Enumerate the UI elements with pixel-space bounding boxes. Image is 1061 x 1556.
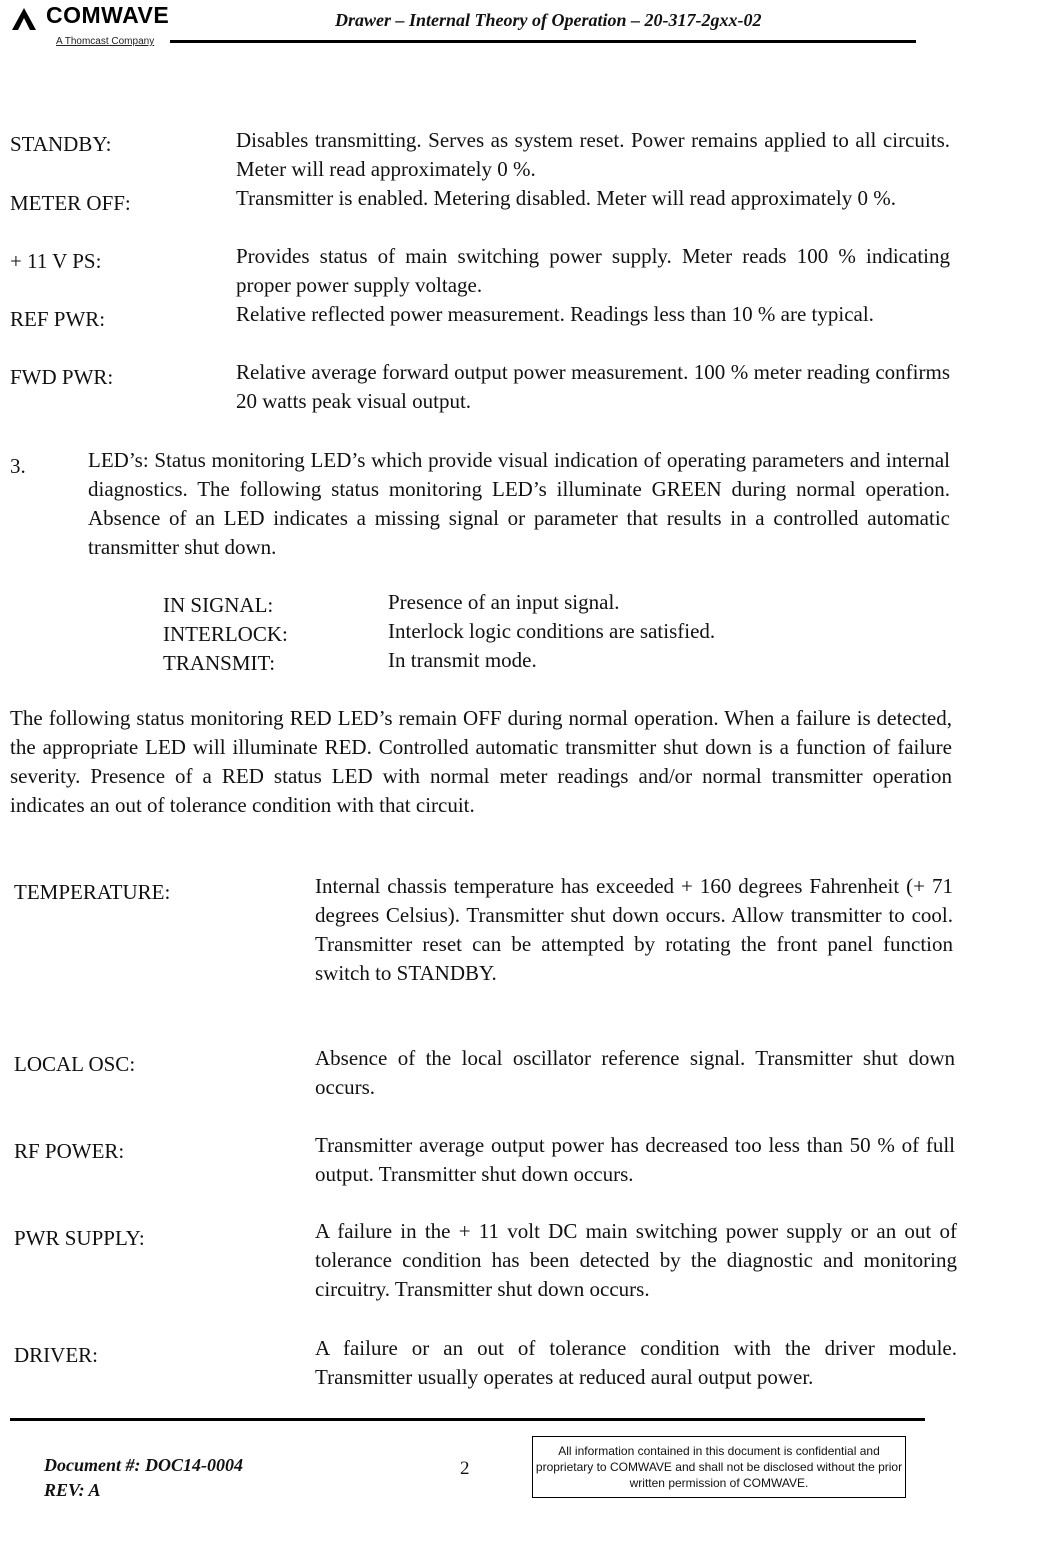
meter-desc-standby: Disables transmitting. Serves as system reset. Power remains applied to all circuits. Meter will read approximately 0 %.	[236, 128, 950, 181]
red-led-term-driver: DRIVER:	[14, 1343, 98, 1367]
green-led-term-in-signal: IN SIGNAL:	[163, 593, 274, 617]
green-led-term-interlock: INTERLOCK:	[163, 622, 288, 646]
meter-desc-ref-pwr: Relative reflected power measurement. Readings less than 10 % are typical.	[236, 302, 874, 326]
meter-term-11v-ps: + 11 V PS:	[10, 249, 102, 273]
red-led-desc-pwr-supply: A failure in the + 11 volt DC main switching power supply or an out of tolerance condition has been detected by the diagnostic and monitoring circuitry. Transmitter shut down occurs.	[315, 1219, 957, 1301]
footer-divider	[10, 1418, 925, 1421]
leds-section-text: LED’s: Status monitoring LED’s which provide visual indication of operating parameters and internal diagnostics. The following status monitoring LED’s illuminate GREEN during normal operation. Absence of an LED indicates a missing signal or parameter that results in a controlled automatic transmitter shut down.	[88, 448, 950, 559]
header-divider	[170, 40, 916, 43]
leds-section-number: 3.	[10, 454, 26, 478]
red-led-desc-driver: A failure or an out of tolerance condition with the driver module. Transmitter usually operates at reduced aural output power.	[315, 1336, 957, 1389]
red-led-term-temperature: TEMPERATURE:	[14, 880, 171, 904]
meter-desc-meter-off: Transmitter is enabled. Metering disabled. Meter will read approximately 0 %.	[236, 186, 896, 210]
red-led-term-pwr-supply: PWR SUPPLY:	[14, 1226, 145, 1250]
meter-term-standby: STANDBY:	[10, 132, 112, 156]
company-subtitle: A Thomcast Company	[56, 36, 155, 47]
green-led-desc-interlock: Interlock logic conditions are satisfied.	[388, 619, 716, 643]
meter-term-fwd-pwr: FWD PWR:	[10, 365, 114, 389]
meter-desc-11v-ps: Provides status of main switching power supply. Meter reads 100 % indicating proper power supply voltage.	[236, 244, 950, 297]
green-led-desc-transmit: In transmit mode.	[388, 648, 537, 672]
red-led-term-rf-power: RF POWER:	[14, 1139, 125, 1163]
document-revision: REV: A	[44, 1480, 101, 1500]
comwave-logo-icon	[10, 6, 38, 32]
red-led-desc-rf-power: Transmitter average output power has decreased too less than 50 % of full output. Transmitter shut down occurs.	[315, 1133, 955, 1186]
company-logo-text: COMWAVE	[46, 2, 170, 28]
document-number: Document #: DOC14-0004	[44, 1455, 243, 1475]
meter-term-meter-off: METER OFF:	[10, 191, 131, 215]
document-header-title: Drawer – Internal Theory of Operation – 20-317-2gxx-02	[335, 10, 762, 30]
green-led-desc-in-signal: Presence of an input signal.	[388, 590, 620, 614]
red-led-desc-temperature: Internal chassis temperature has exceeded + 160 degrees Fahrenheit (+ 71 degrees Celsius). Transmitter shut down occurs. Allow transmitter to cool. Transmitter reset can be attempted by rotating the front panel function switch to STANDBY.	[315, 874, 953, 985]
green-led-term-transmit: TRANSMIT:	[163, 651, 276, 675]
red-led-term-local-osc: LOCAL OSC:	[14, 1052, 136, 1076]
red-led-intro-paragraph: The following status monitoring RED LED’s remain OFF during normal operation. When a failure is detected, the appropriate LED will illuminate RED. Controlled automatic transmitter shut down is a function of failure severity. Presence of a RED status LED with normal meter readings and/or normal transmitter operation indicates an out of tolerance condition with that circuit.	[10, 706, 952, 817]
page-number: 2	[460, 1458, 470, 1479]
confidentiality-notice: All information contained in this document is confidential and proprietary to COMWAVE and shall not be disclosed without the prior written permission of COMWAVE.	[532, 1436, 906, 1498]
meter-term-ref-pwr: REF PWR:	[10, 307, 106, 331]
meter-desc-fwd-pwr: Relative average forward output power measurement. 100 % meter reading confirms 20 watts peak visual output.	[236, 360, 950, 413]
footer-document-info	[44, 1453, 243, 1503]
red-led-desc-local-osc: Absence of the local oscillator reference signal. Transmitter shut down occurs.	[315, 1046, 955, 1099]
